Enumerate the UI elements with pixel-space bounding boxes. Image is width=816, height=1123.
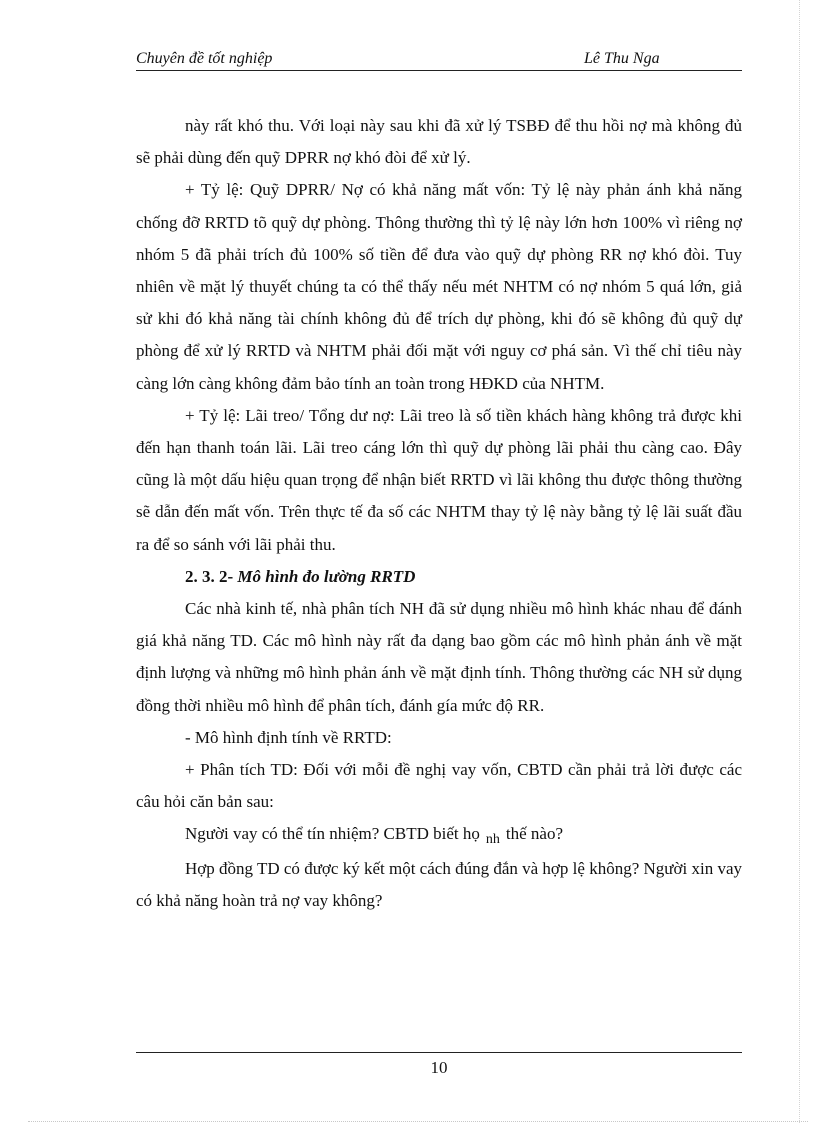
paragraph-credit-analysis: + Phân tích TD: Đối với mỗi đề nghị vay vốn, CBTD cần phải trả lời được các câu hỏi căn bản sau:: [136, 760, 742, 812]
section-title: Mô hình đo lường RRTD: [237, 566, 416, 586]
question-borrower-trust-text: Người vay có thể tín nhiệm? CBTD biết họ: [185, 824, 480, 844]
page-body: [136, 110, 742, 917]
footer-rule: [136, 1052, 742, 1053]
paragraph-continuation: này rất khó thu. Với loại này sau khi đã xử lý TSBĐ để thu hồi nợ mà không đủ sẽ phải dùng đến quỹ DPRR nợ khó đòi để xử lý.: [136, 116, 742, 168]
question-borrower-trust: [136, 818, 742, 852]
question-subscript-fragment: nh: [485, 832, 500, 848]
page-edge-dotted-bottom: [28, 1121, 808, 1122]
section-heading: [136, 561, 742, 593]
section-number: 2. 3. 2-: [185, 566, 234, 586]
header-rule: [136, 70, 742, 71]
page-header: [136, 50, 742, 70]
paragraph-qualitative-model: - Mô hình định tính về RRTD:: [185, 727, 392, 747]
paragraph-dprr-ratio: + Tỷ lệ: Quỹ DPRR/ Nợ có khả năng mất vốn: Tỷ lệ này phản ánh khả năng chống đỡ RRTD tõ quỹ dự phòng. Thông thường thì tỷ lệ này lớn hơn 100% vì riêng nợ nhóm 5 đã phải trích đủ 100% số tiền để đưa vào quỹ dự phòng RR nợ khó đòi. Tuy nhiên về mặt lý thuyết chúng ta có thể thấy nếu mét NHTM có nợ nhóm 5 quá lớn, giả sử khi đó khả năng tài chính không đủ để trích dự phòng, khi đó sẽ không đủ quỹ dự phòng để xử lý RRTD và NHTM phải đối mặt với nguy cơ phá sản. Vì thế chỉ tiêu này càng lớn càng không đảm bảo tính an toàn trong HĐKD của NHTM.: [136, 180, 742, 393]
header-author: Lê Thu Nga: [584, 50, 660, 67]
question-borrower-trust-end: thế nào?: [505, 824, 563, 844]
page-edge-dotted-right: [799, 0, 800, 1123]
paragraph-models-intro: Các nhà kinh tế, nhà phân tích NH đã sử dụng nhiều mô hình khác nhau để đánh giá khả năng TD. Các mô hình này rất đa dạng bao gồm các mô hình phản ánh về mặt định lượng và những mô hình phản ánh về mặt định tính. Thông thường các NH sử dụng đồng thời nhiều mô hình để phân tích, đánh gía mức độ RR.: [136, 599, 742, 715]
header-document-title: Chuyên đề tốt nghiệp: [136, 50, 273, 67]
page-number: 10: [430, 1058, 448, 1077]
question-contract-validity: Hợp đồng TD có được ký kết một cách đúng đắn và hợp lệ không? Người xin vay có khả năng hoàn trả nợ vay không?: [136, 858, 742, 910]
paragraph-interest-ratio: + Tỷ lệ: Lãi treo/ Tổng dư nợ: Lãi treo là số tiền khách hàng không trả được khi đến hạn thanh toán lãi. Lãi treo cáng lớn thì quỹ dự phòng lãi phải thu càng cao. Đây cũng là một dấu hiệu quan trọng để nhận biết RRTD vì lãi không thu được thông thường sẽ dẫn đến mất vốn. Trên thực tế đa số các NHTM thay tỷ lệ này bằng tỷ lệ lãi suất đầu ra để so sánh với lãi phải thu.: [136, 405, 742, 554]
